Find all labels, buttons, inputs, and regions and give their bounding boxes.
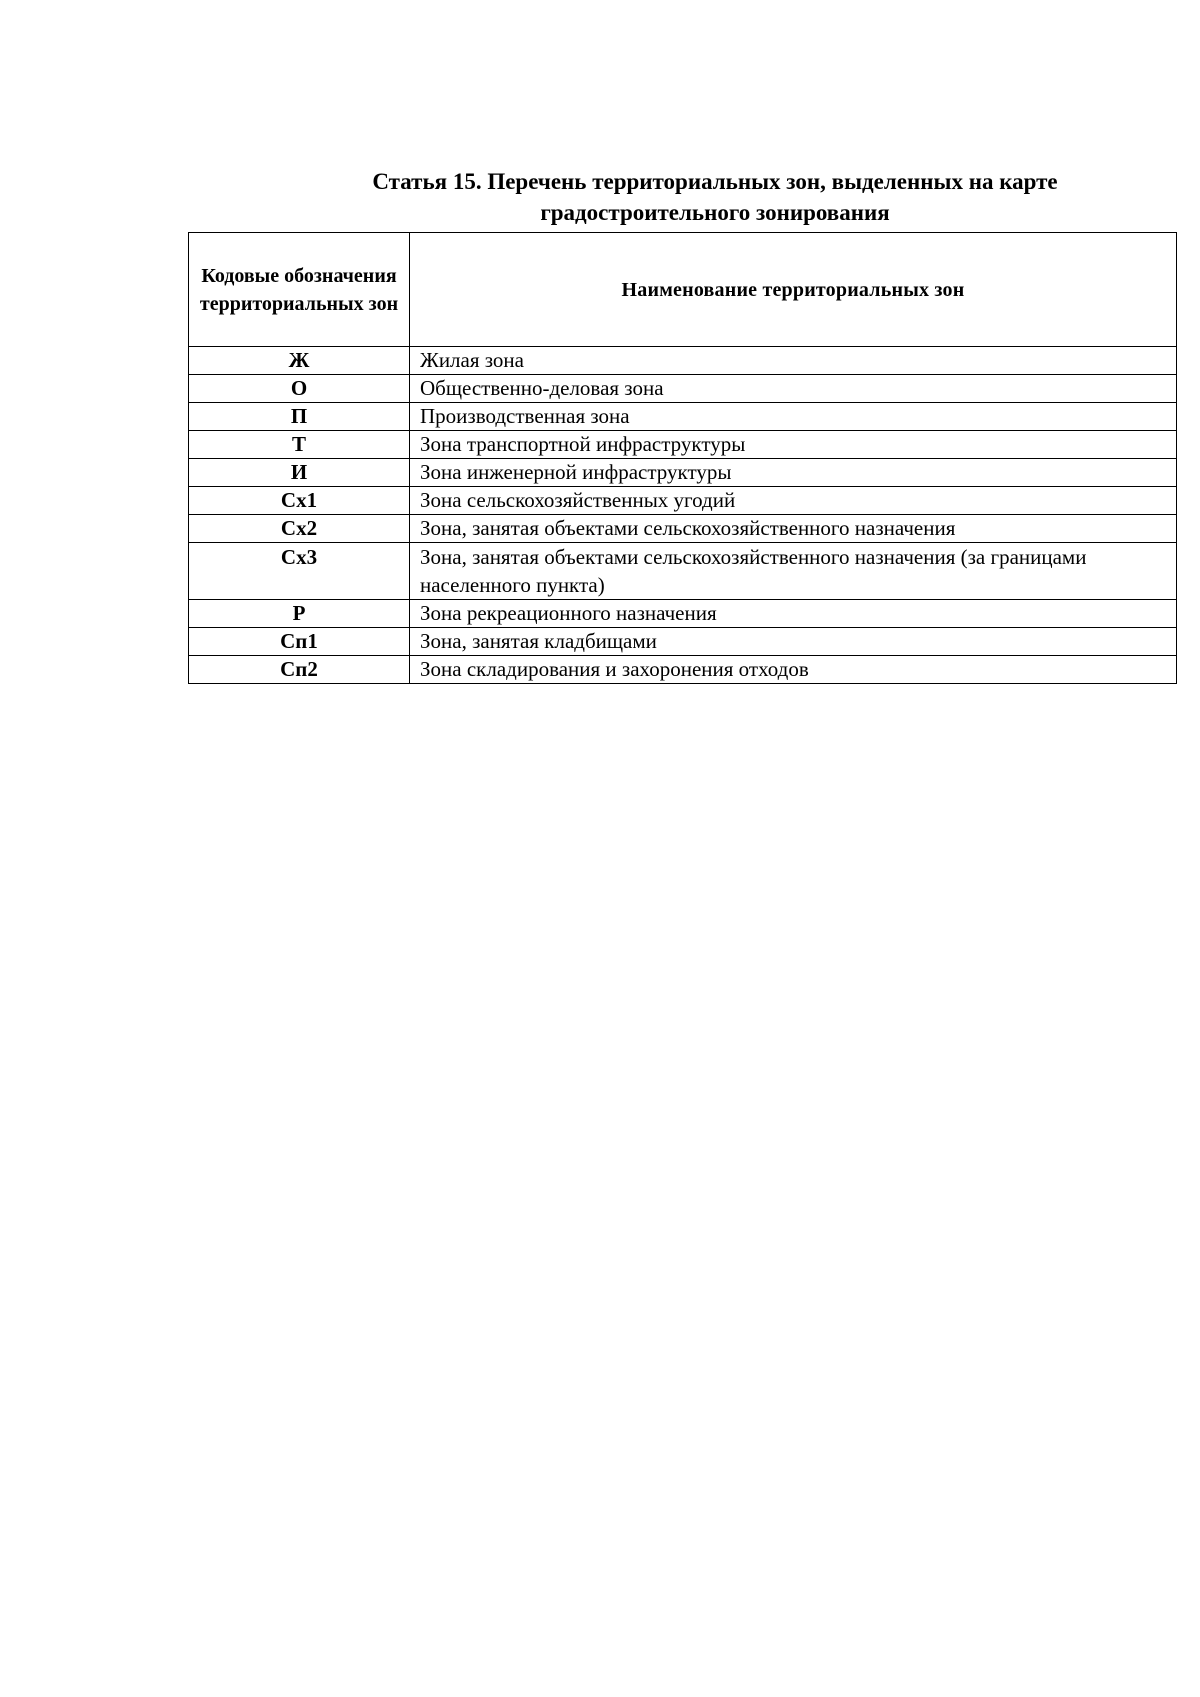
zone-code: Р <box>189 600 410 628</box>
zone-name: Зона инженерной инфраструктуры <box>410 459 1177 487</box>
zone-code: Сх2 <box>189 515 410 543</box>
zone-code: Сх1 <box>189 487 410 515</box>
article-heading-line2: градостроительного зонирования <box>540 200 890 225</box>
zone-name: Зона, занятая кладбищами <box>410 628 1177 656</box>
zone-name: Зона, занятая объектами сельскохозяйственного назначения (за границами населенного пункта) <box>410 543 1177 600</box>
table-row <box>189 656 1177 684</box>
table-row <box>189 431 1177 459</box>
zone-code: О <box>189 375 410 403</box>
zone-code: Сх3 <box>189 543 410 600</box>
table-row <box>189 515 1177 543</box>
table-row <box>189 403 1177 431</box>
zone-name: Зона транспортной инфраструктуры <box>410 431 1177 459</box>
article-heading <box>240 166 1190 228</box>
zone-code: П <box>189 403 410 431</box>
table-row <box>189 543 1177 600</box>
zone-name: Жилая зона <box>410 347 1177 375</box>
table-row <box>189 487 1177 515</box>
table-row <box>189 628 1177 656</box>
zone-name: Зона сельскохозяйственных угодий <box>410 487 1177 515</box>
article-heading-line1: Статья 15. Перечень территориальных зон, выделенных на карте <box>372 169 1058 194</box>
zone-name: Производственная зона <box>410 403 1177 431</box>
zone-name: Зона рекреационного назначения <box>410 600 1177 628</box>
zones-table <box>188 232 1177 684</box>
zone-name: Общественно-деловая зона <box>410 375 1177 403</box>
zone-name: Зона, занятая объектами сельскохозяйственного назначения <box>410 515 1177 543</box>
header-zone-codes: Кодовые обозначения территориальных зон <box>189 233 410 347</box>
zone-code: Т <box>189 431 410 459</box>
table-row <box>189 347 1177 375</box>
zone-name: Зона складирования и захоронения отходов <box>410 656 1177 684</box>
header-zone-names: Наименование территориальных зон <box>410 233 1177 347</box>
table-row <box>189 600 1177 628</box>
table-row <box>189 375 1177 403</box>
zone-code: Сп2 <box>189 656 410 684</box>
zone-code: И <box>189 459 410 487</box>
zone-code: Сп1 <box>189 628 410 656</box>
table-header-row <box>189 233 1177 347</box>
zone-code: Ж <box>189 347 410 375</box>
table-row <box>189 459 1177 487</box>
